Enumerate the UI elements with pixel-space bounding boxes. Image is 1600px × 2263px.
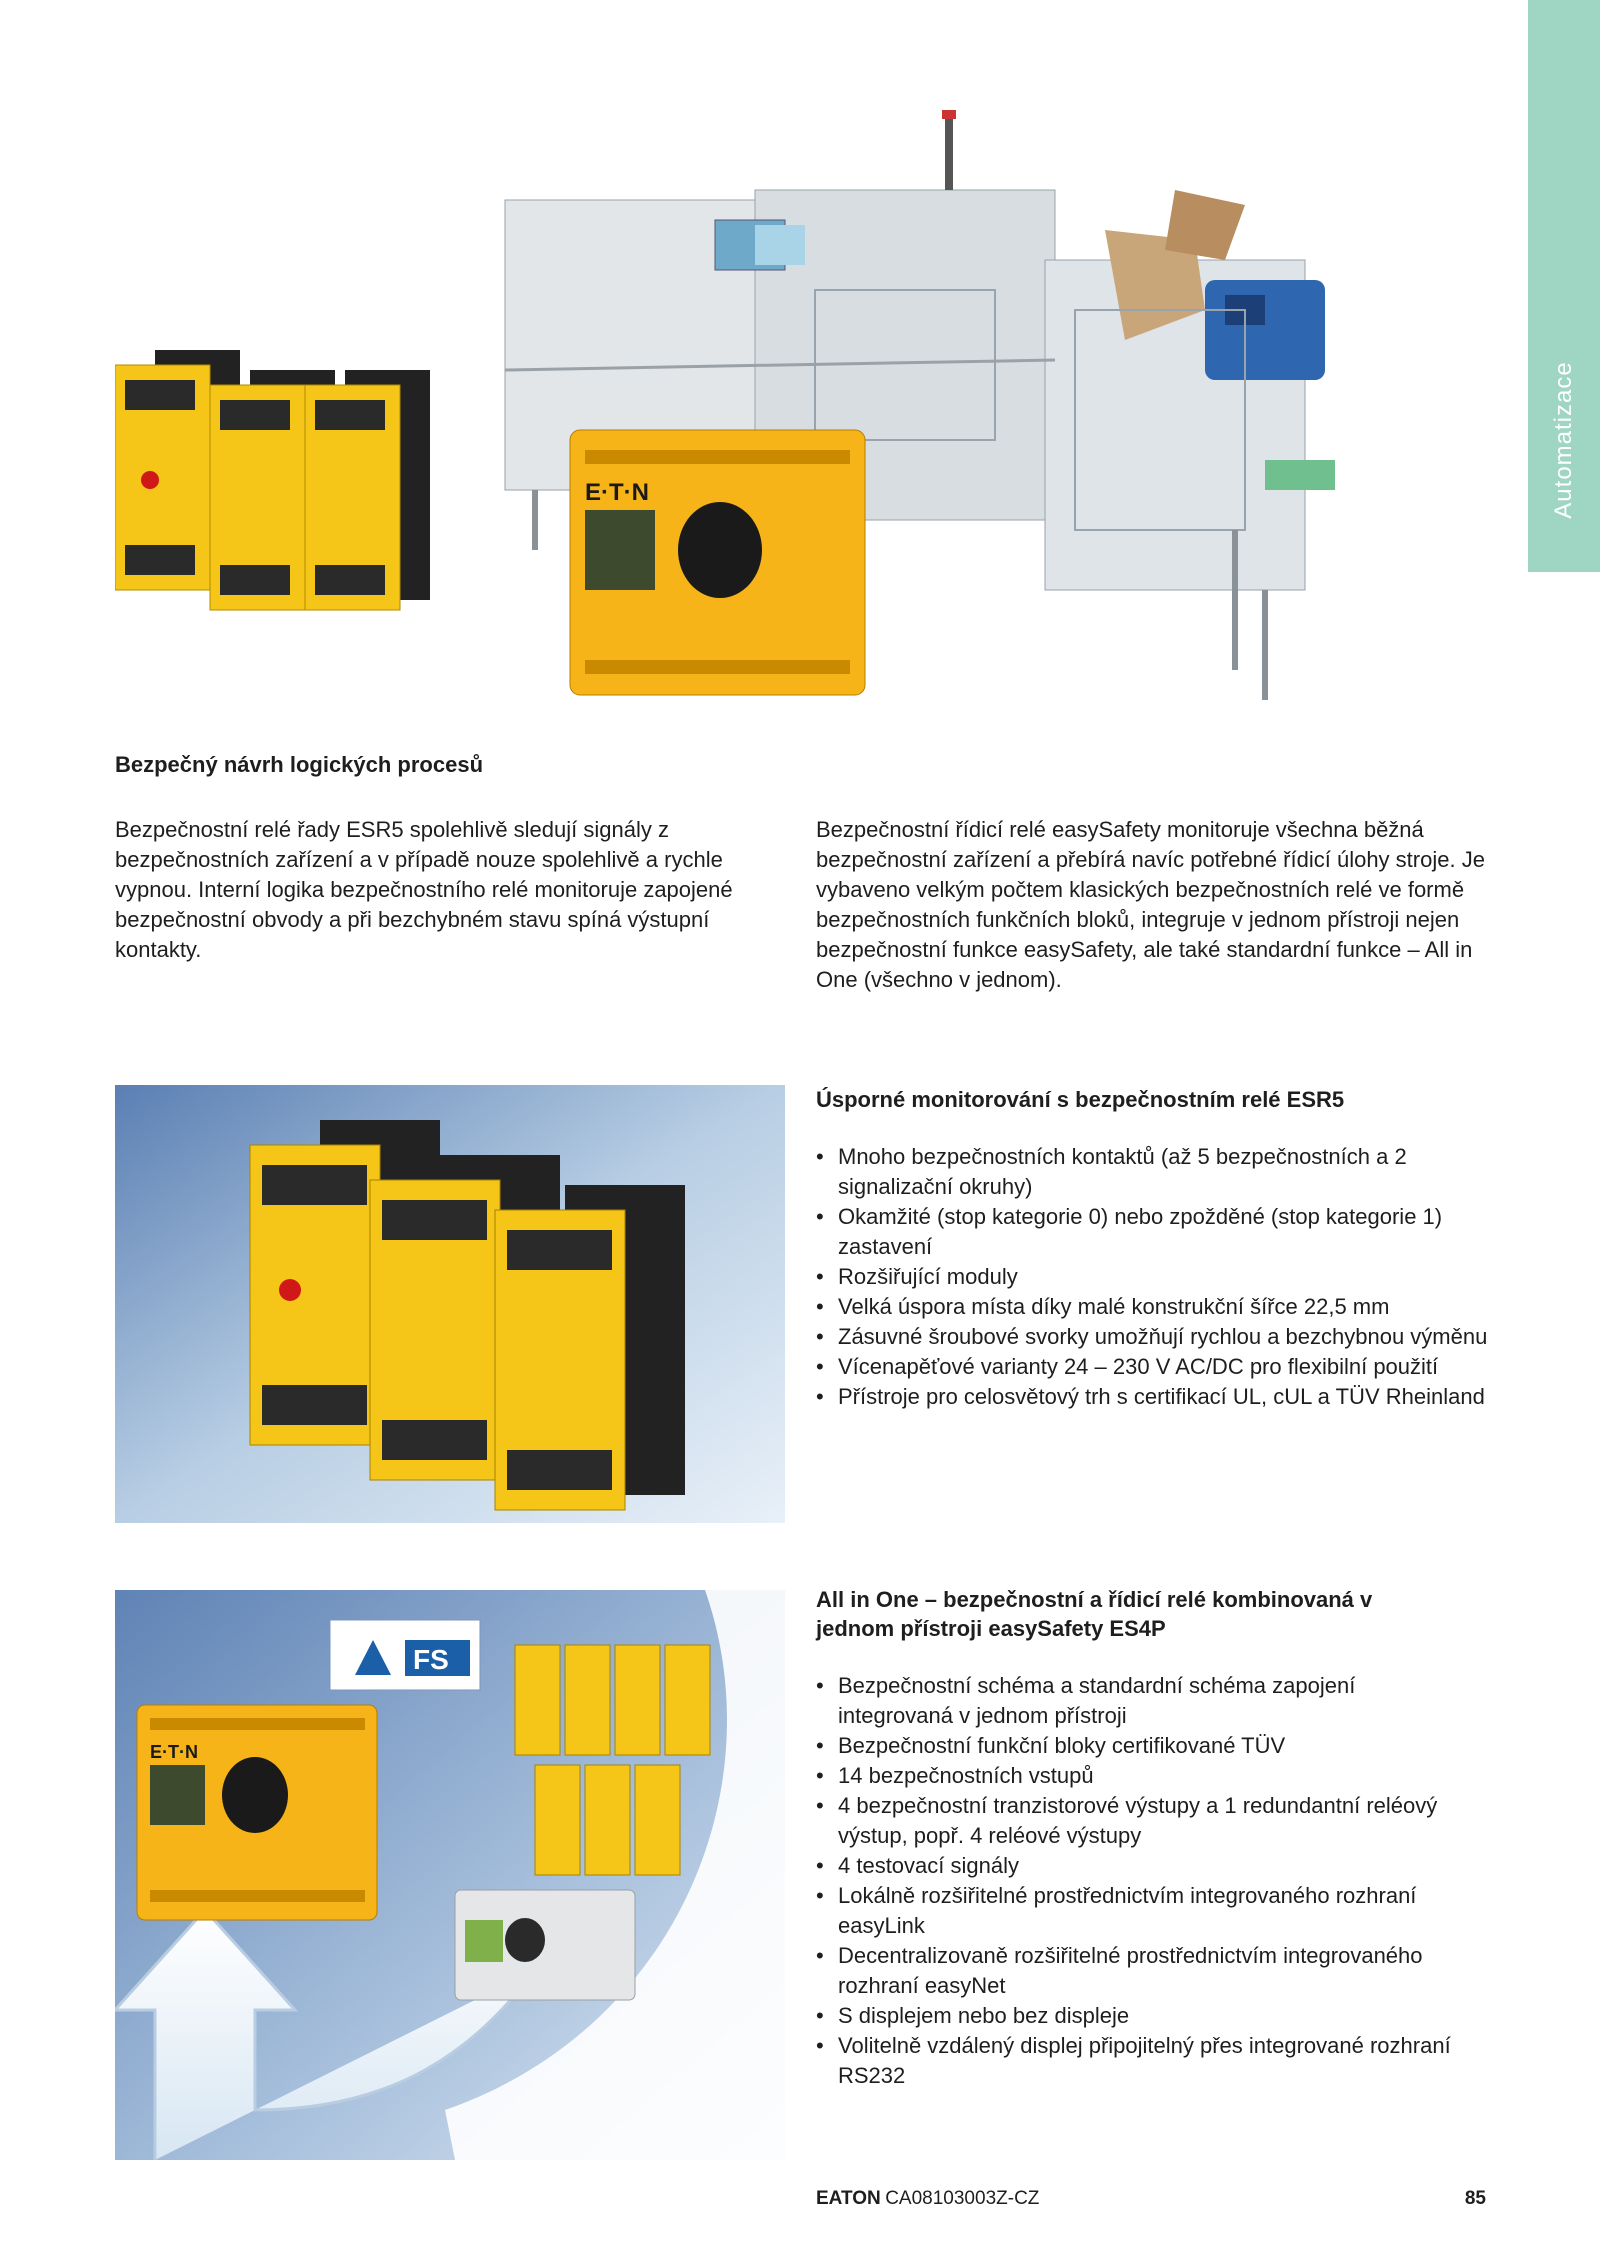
list-item: • Mnoho bezpečnostních kontaktů (až 5 bezpečnostních a 2 signalizační okruhy) (816, 1142, 1496, 1202)
list-item: • Volitelně vzdálený displej připojitelný přes integrované rozhraní RS232 (816, 2031, 1456, 2091)
list-item: • Lokálně rozšiřitelné prostřednictvím integrovaného rozhraní easyLink (816, 1881, 1456, 1941)
paragraph-easysafety-intro: Bezpečnostní řídicí relé easySafety monitoruje všechna běžná bezpečnostní zařízení a přebírá navíc potřebné řídicí úlohy stroje. Je vybaveno velkým počtem klasických bezpečnostních relé ve formě bezpečnostních funkčních bloků, integruje v jednom přístroji nejen bezpečnostní funkce easySafety, ale také standardní funkce – All in One (všechno v jednom). (816, 817, 1485, 992)
side-tab-label: Automatizace (1550, 361, 1577, 519)
list-item: • Decentralizovaně rozšiřitelné prostřednictvím integrovaného rozhraní easyNet (816, 1941, 1456, 2001)
list-item: • Bezpečnostní funkční bloky certifikované TÜV (816, 1731, 1456, 1761)
section-heading-esr5: Úsporné monitorování s bezpečnostním relé ESR5 (816, 1087, 1345, 1112)
list-item: • 14 bezpečnostních vstupů (816, 1761, 1456, 1791)
fs-badge-label: FS (413, 1644, 449, 1675)
es4p-feature-list (816, 1671, 1456, 2091)
list-item: • 4 bezpečnostní tranzistorové výstupy a 1 redundantní reléový výstup, popř. 4 reléové výstupy (816, 1791, 1456, 1851)
side-tab (1528, 0, 1600, 572)
list-item: • Okamžité (stop kategorie 0) nebo zpožděné (stop kategorie 1) zastavení (816, 1202, 1496, 1262)
list-item: • Vícenapěťové varianty 24 – 230 V AC/DC pro flexibilní použití (816, 1352, 1496, 1382)
list-item: • Bezpečnostní schéma a standardní schéma zapojení integrovaná v jednom přístroji (816, 1671, 1456, 1731)
footer-brand: EATON (816, 2188, 881, 2209)
easy-module-illustration (455, 1890, 635, 2000)
hero-image (115, 110, 1435, 720)
easysafety-controller-illustration (570, 430, 865, 695)
page-number: 85 (1464, 2188, 1486, 2209)
fs-badge (330, 1620, 480, 1690)
section-heading-logic: Bezpečný návrh logických procesů (115, 752, 484, 777)
list-item: • Rozšiřující moduly (816, 1262, 1496, 1292)
section-esr5 (816, 1085, 1496, 1412)
esr5-product-image (115, 1085, 785, 1523)
list-item: • 4 testovací signály (816, 1851, 1456, 1881)
controller-brand: E·T·N (585, 479, 649, 506)
footer-doc-code: CA08103003Z-CZ (885, 2188, 1040, 2209)
section-es4p (816, 1585, 1456, 2091)
esr5-feature-list (816, 1142, 1496, 1412)
list-item: • Velká úspora místa díky malé konstrukční šířce 22,5 mm (816, 1292, 1496, 1322)
list-item: • S displejem nebo bez displeje (816, 2001, 1456, 2031)
list-item: • Zásuvné šroubové svorky umožňují rychlou a bezchybnou výměnu (816, 1322, 1496, 1352)
section-heading-es4p: All in One – bezpečnostní a řídicí relé kombinovaná v jednom přístroji easySafety ES4P (816, 1587, 1373, 1641)
esr5-relays-illustration (115, 350, 430, 610)
paragraph-esr5-intro: Bezpečnostní relé řady ESR5 spolehlivě sledují signály z bezpečnostních zařízení a v případě nouze spolehlivě a rychle vypnou. Interní logika bezpečnostního relé monitoruje zapojené bezpečnostní obvody a při bezchybném stavu spíná výstupní kontakty. (115, 817, 733, 962)
footer (816, 2188, 1486, 2218)
es4p-controller-illustration (137, 1705, 377, 1920)
list-item: • Přístroje pro celosvětový trh s certifikací UL, cUL a TÜV Rheinland (816, 1382, 1496, 1412)
es4p-controller-brand: E·T·N (150, 1742, 198, 1762)
es4p-product-image (115, 1590, 785, 2160)
